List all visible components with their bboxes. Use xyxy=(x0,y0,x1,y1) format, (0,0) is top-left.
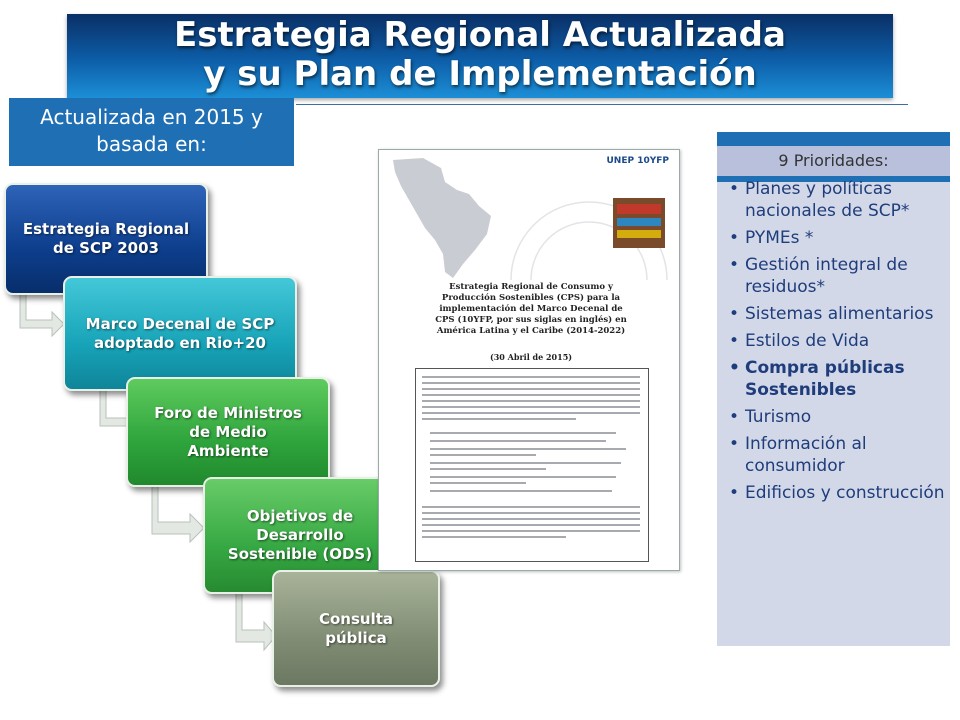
priority-text: Compra públicas Sostenibles xyxy=(745,358,905,400)
step-label: Sostenible (ODS) xyxy=(227,545,373,563)
document-body-text xyxy=(415,368,649,562)
document-date: (30 Abril de 2015) xyxy=(489,352,573,362)
compass-decoration-icon xyxy=(509,190,669,280)
priority-text: Turismo xyxy=(745,407,812,427)
bullet-icon: • xyxy=(729,179,740,199)
strategy-document-cover xyxy=(378,149,680,571)
step-foro-ministros xyxy=(126,377,330,487)
priority-item xyxy=(727,254,945,298)
priority-item xyxy=(727,406,945,428)
bullet-icon: • xyxy=(729,228,740,248)
bullet-icon: • xyxy=(729,304,740,324)
priority-item xyxy=(727,303,945,325)
step-label: Ambiente xyxy=(187,441,269,460)
bullet-icon: • xyxy=(729,358,740,378)
step-label: Consulta xyxy=(318,609,394,628)
priority-text: PYMEs * xyxy=(745,228,814,248)
priority-text: Planes y políticas nacionales de SCP* xyxy=(745,179,910,221)
step-consulta-publica xyxy=(272,570,440,687)
priorities-title: 9 Prioridades: xyxy=(717,146,950,176)
document-text-lines xyxy=(416,369,646,559)
step-label: Marco Decenal de SCP xyxy=(85,314,275,333)
title-line-2: y su Plan de Implementación xyxy=(203,54,757,94)
latin-america-map-icon xyxy=(383,154,503,282)
step-label: Desarrollo xyxy=(256,526,344,544)
priorities-panel xyxy=(717,132,950,646)
step-label: Foro de Ministros xyxy=(154,403,302,422)
subtitle-box xyxy=(9,98,294,166)
priority-text: Estilos de Vida xyxy=(745,331,870,351)
priority-text: Sistemas alimentarios xyxy=(745,304,934,324)
bullet-icon: • xyxy=(729,483,740,503)
priority-item xyxy=(727,482,945,504)
subtitle-line-2: basada en: xyxy=(96,132,207,156)
connector-arrow-icon xyxy=(150,482,208,546)
step-label: de SCP 2003 xyxy=(53,239,159,257)
title-line-1: Estrategia Regional Actualizada xyxy=(174,15,786,55)
title-divider xyxy=(296,104,908,105)
bullet-icon: • xyxy=(729,434,740,454)
document-logos: UNEP 10YFP xyxy=(606,156,669,166)
step-label: Objetivos de xyxy=(246,507,354,525)
priority-item xyxy=(727,357,945,401)
bullet-icon: • xyxy=(729,255,740,275)
subtitle-line-1: Actualizada en 2015 y xyxy=(40,105,263,129)
document-heading: Estrategia Regional de Consumo y Producción Sostenibles (CPS) para la implementación del Marco Decenal de CPS (10YFP, por sus siglas en inglés) en América Latina y el Caribe (2014-2022) xyxy=(435,282,627,336)
step-label: Estrategia Regional xyxy=(22,220,190,238)
title-banner xyxy=(67,14,893,98)
priority-text: Gestión integral de residuos* xyxy=(745,255,908,297)
priorities-list xyxy=(727,178,945,509)
bullet-icon: • xyxy=(729,331,740,351)
priority-item xyxy=(727,330,945,352)
bullet-icon: • xyxy=(729,407,740,427)
priority-item xyxy=(727,178,945,222)
step-label: pública xyxy=(325,628,387,647)
priority-text: Información al consumidor xyxy=(745,434,867,476)
step-marco-decenal xyxy=(63,276,297,391)
priority-text: Edificios y construcción xyxy=(745,483,945,503)
connector-arrow-icon xyxy=(18,290,68,340)
step-label: adoptado en Rio+20 xyxy=(94,333,266,352)
priority-item xyxy=(727,227,945,249)
priority-item xyxy=(727,433,945,477)
step-label: de Medio xyxy=(189,422,267,441)
